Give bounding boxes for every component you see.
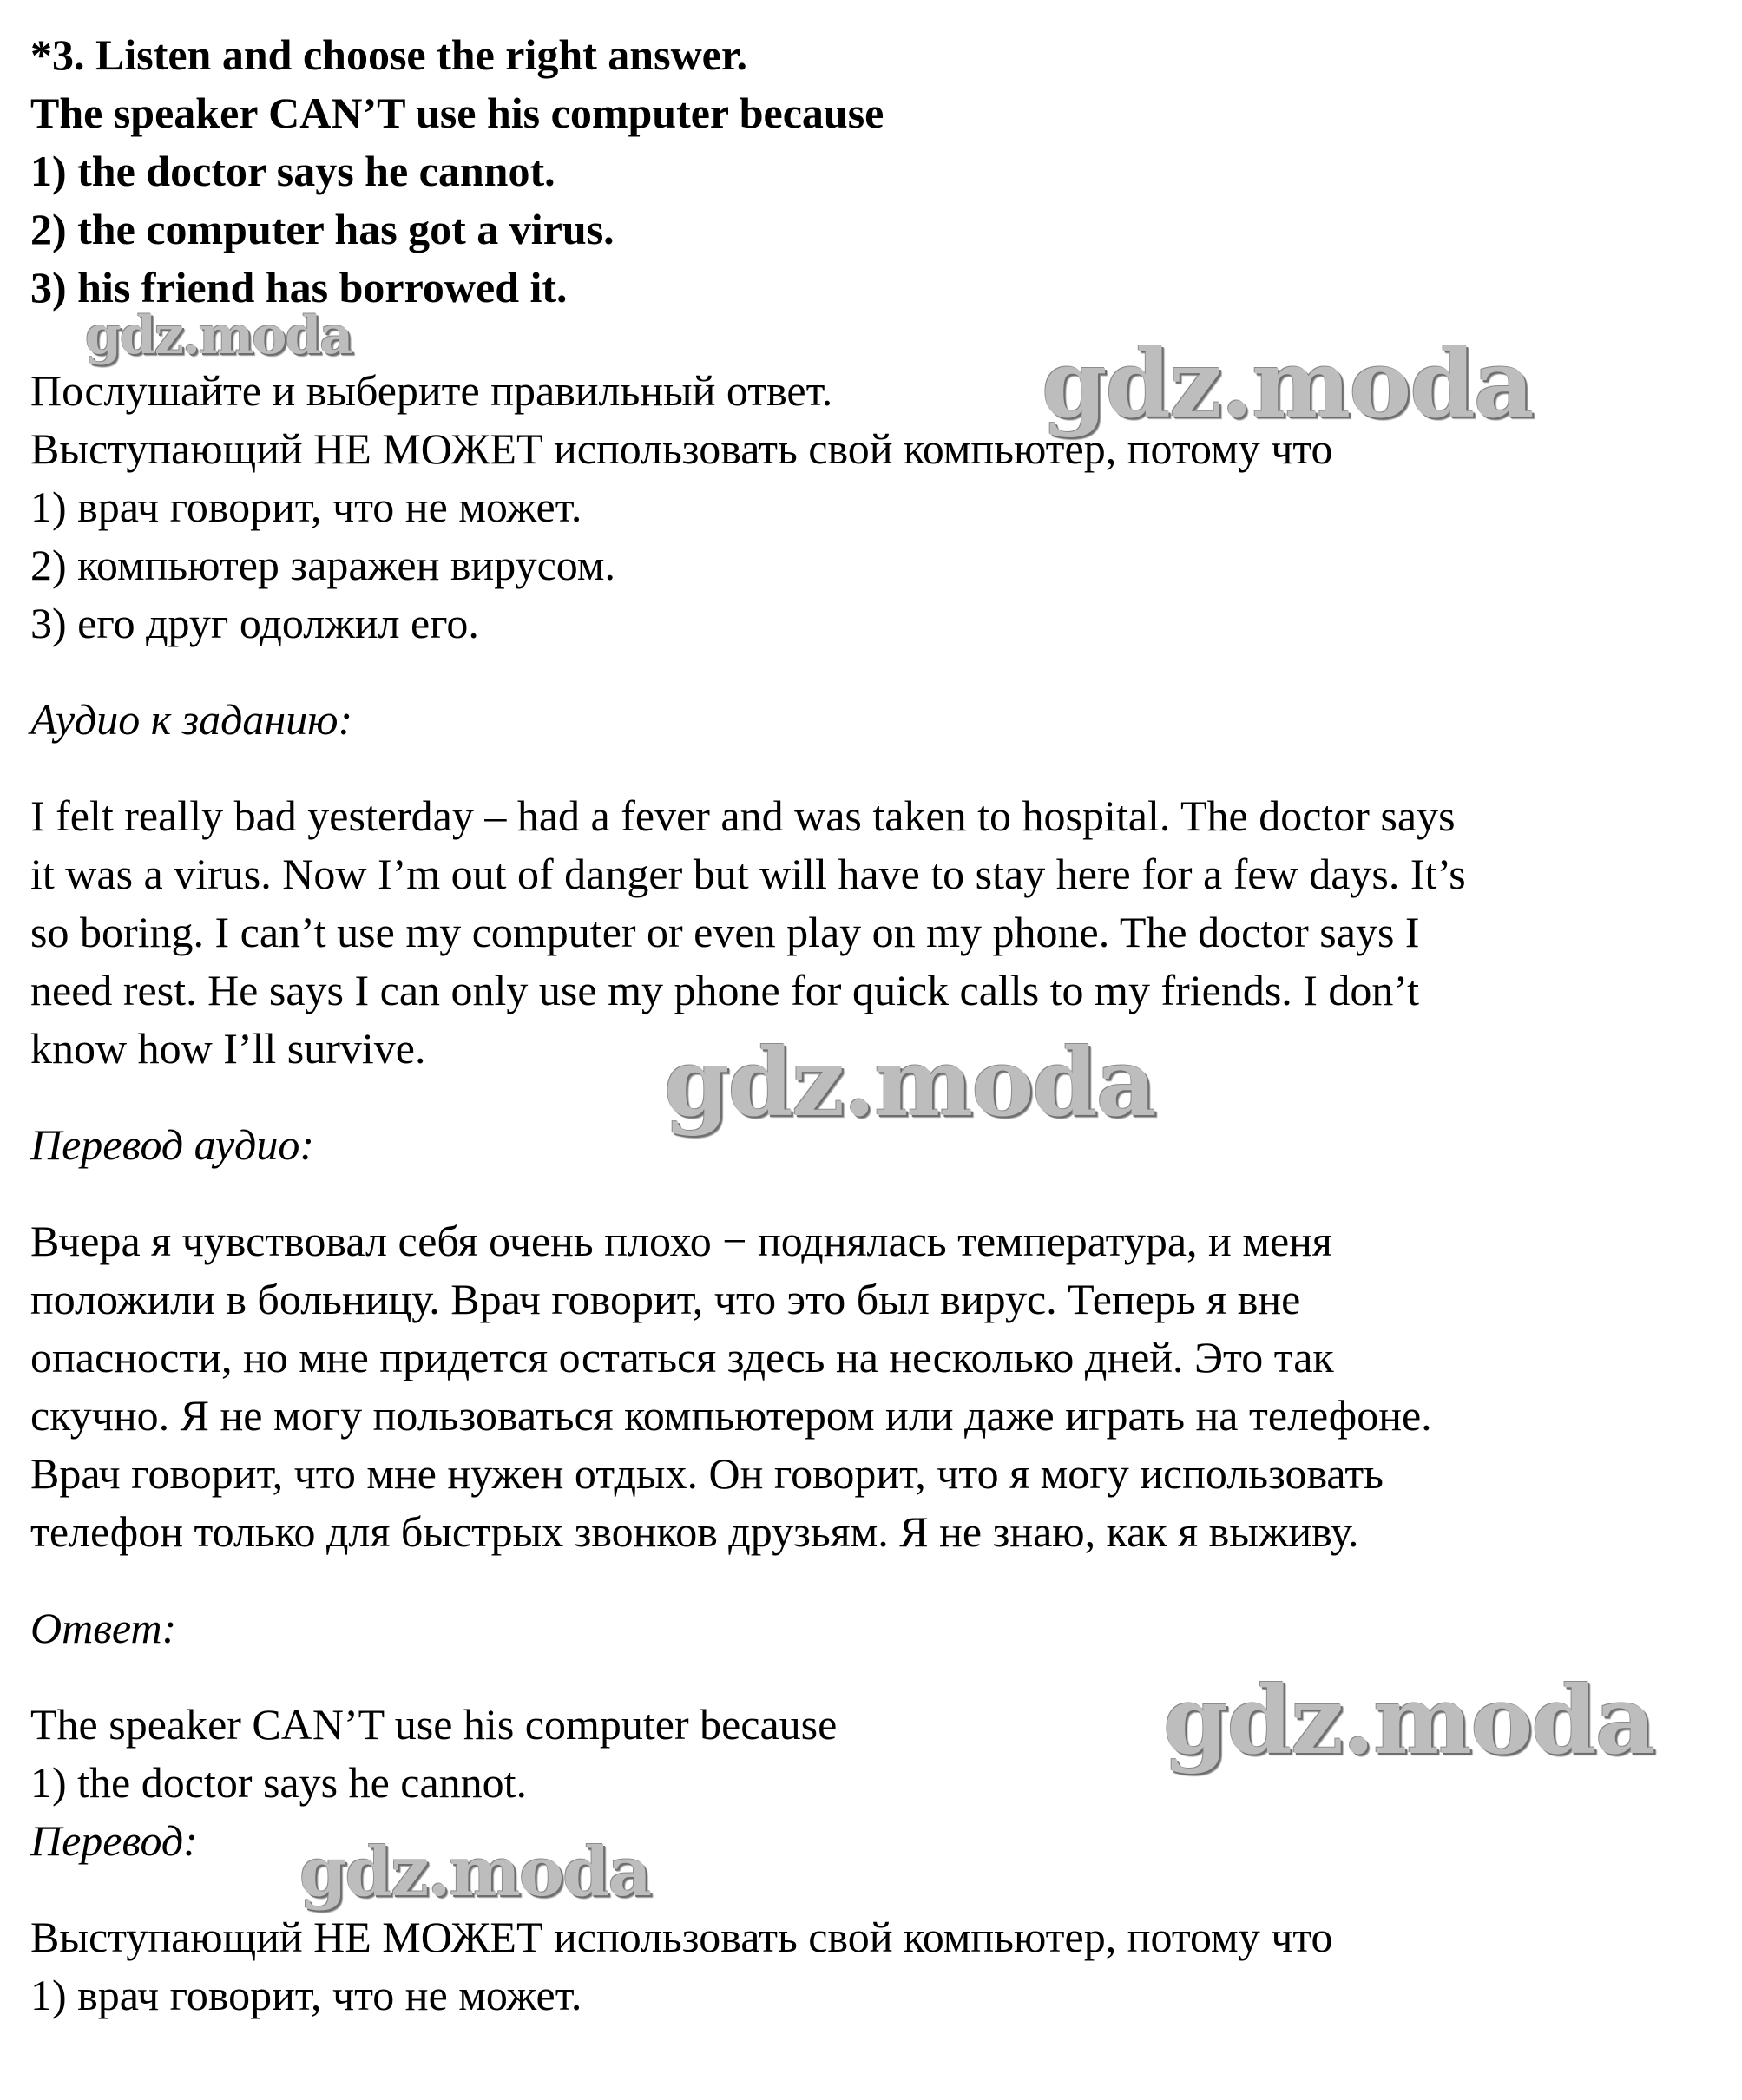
spacer xyxy=(30,1870,1723,1908)
watermark-logo: gdz.moda xyxy=(664,1028,1155,1138)
audio-heading: Аудио к заданию: xyxy=(30,695,353,744)
audio-text xyxy=(30,787,1723,1078)
audio-line: know how I’ll survive. xyxy=(30,1024,426,1073)
task-translation-option-2: 2) компьютер заражен вирусом. xyxy=(30,541,615,589)
answer-line: 1) the doctor says he cannot. xyxy=(30,1758,528,1807)
task-title: *3. Listen and choose the right answer. xyxy=(30,30,747,79)
task-translation-option-3: 3) его друг одолжил его. xyxy=(30,599,479,647)
watermark-logo: gdz.moda xyxy=(299,1833,651,1912)
audio-translation-line: положили в больницу. Врач говорит, что это был вирус. Теперь я вне xyxy=(30,1275,1301,1323)
task-block xyxy=(30,26,1723,317)
task-option-3: 3) his friend has borrowed it. xyxy=(30,263,568,312)
answer-translation-line: 1) врач говорит, что не может. xyxy=(30,1971,582,2019)
spacer xyxy=(30,1078,1723,1116)
spacer xyxy=(30,1561,1723,1599)
watermark-logo: gdz.moda xyxy=(1163,1666,1654,1775)
task-translation-question: Выступающий НЕ МОЖЕТ использовать свой компьютер, потому что xyxy=(30,424,1333,473)
task-translation-option-1: 1) врач говорит, что не может. xyxy=(30,482,582,531)
audio-line: it was a virus. Now I’m out of danger but will have to stay here for a few days. It’s xyxy=(30,850,1466,898)
task-option-1: 1) the doctor says he cannot. xyxy=(30,147,555,195)
document-page xyxy=(30,26,1723,2025)
task-translation-title: Послушайте и выберите правильный ответ. xyxy=(30,366,833,415)
audio-translation-line: скучно. Я не могу пользоваться компьютером или даже играть на телефоне. xyxy=(30,1391,1432,1440)
spacer xyxy=(30,749,1723,787)
answer-translation-text xyxy=(30,1908,1723,2025)
audio-translation-text xyxy=(30,1212,1723,1561)
answer-translation-line: Выступающий НЕ МОЖЕТ использовать свой компьютер, потому что xyxy=(30,1913,1333,1961)
audio-line: need rest. He says I can only use my phone for quick calls to my friends. I don’t xyxy=(30,966,1420,1014)
watermark-logo: gdz.moda xyxy=(1042,330,1533,439)
audio-line: I felt really bad yesterday – had a fever and was taken to hospital. The doctor says xyxy=(30,791,1456,840)
answer-text xyxy=(30,1696,1723,1812)
audio-translation-line: Врач говорит, что мне нужен отдых. Он говорит, что я могу использовать xyxy=(30,1449,1384,1498)
answer-heading: Ответ: xyxy=(30,1604,177,1652)
task-question: The speaker CAN’T use his computer because xyxy=(30,89,884,137)
audio-translation-line: Вчера я чувствовал себя очень плохо − поднялась температура, и меня xyxy=(30,1217,1332,1265)
audio-translation-heading: Перевод аудио: xyxy=(30,1120,315,1169)
task-option-2: 2) the computer has got a virus. xyxy=(30,205,615,253)
answer-line: The speaker CAN’T use his computer because xyxy=(30,1700,838,1749)
audio-line: so boring. I can’t use my computer or even play on my phone. The doctor says I xyxy=(30,908,1420,956)
watermark-logo: gdz.moda xyxy=(85,305,352,366)
spacer xyxy=(30,317,1723,362)
spacer xyxy=(30,653,1723,691)
spacer xyxy=(30,1657,1723,1696)
audio-translation-line: опасности, но мне придется остаться здесь на несколько дней. Это так xyxy=(30,1333,1334,1381)
answer-translation-heading: Перевод: xyxy=(30,1816,198,1865)
spacer xyxy=(30,1174,1723,1212)
task-translation-block xyxy=(30,362,1723,653)
audio-translation-line: телефон только для быстрых звонков друзьям. Я не знаю, как я выживу. xyxy=(30,1507,1359,1556)
